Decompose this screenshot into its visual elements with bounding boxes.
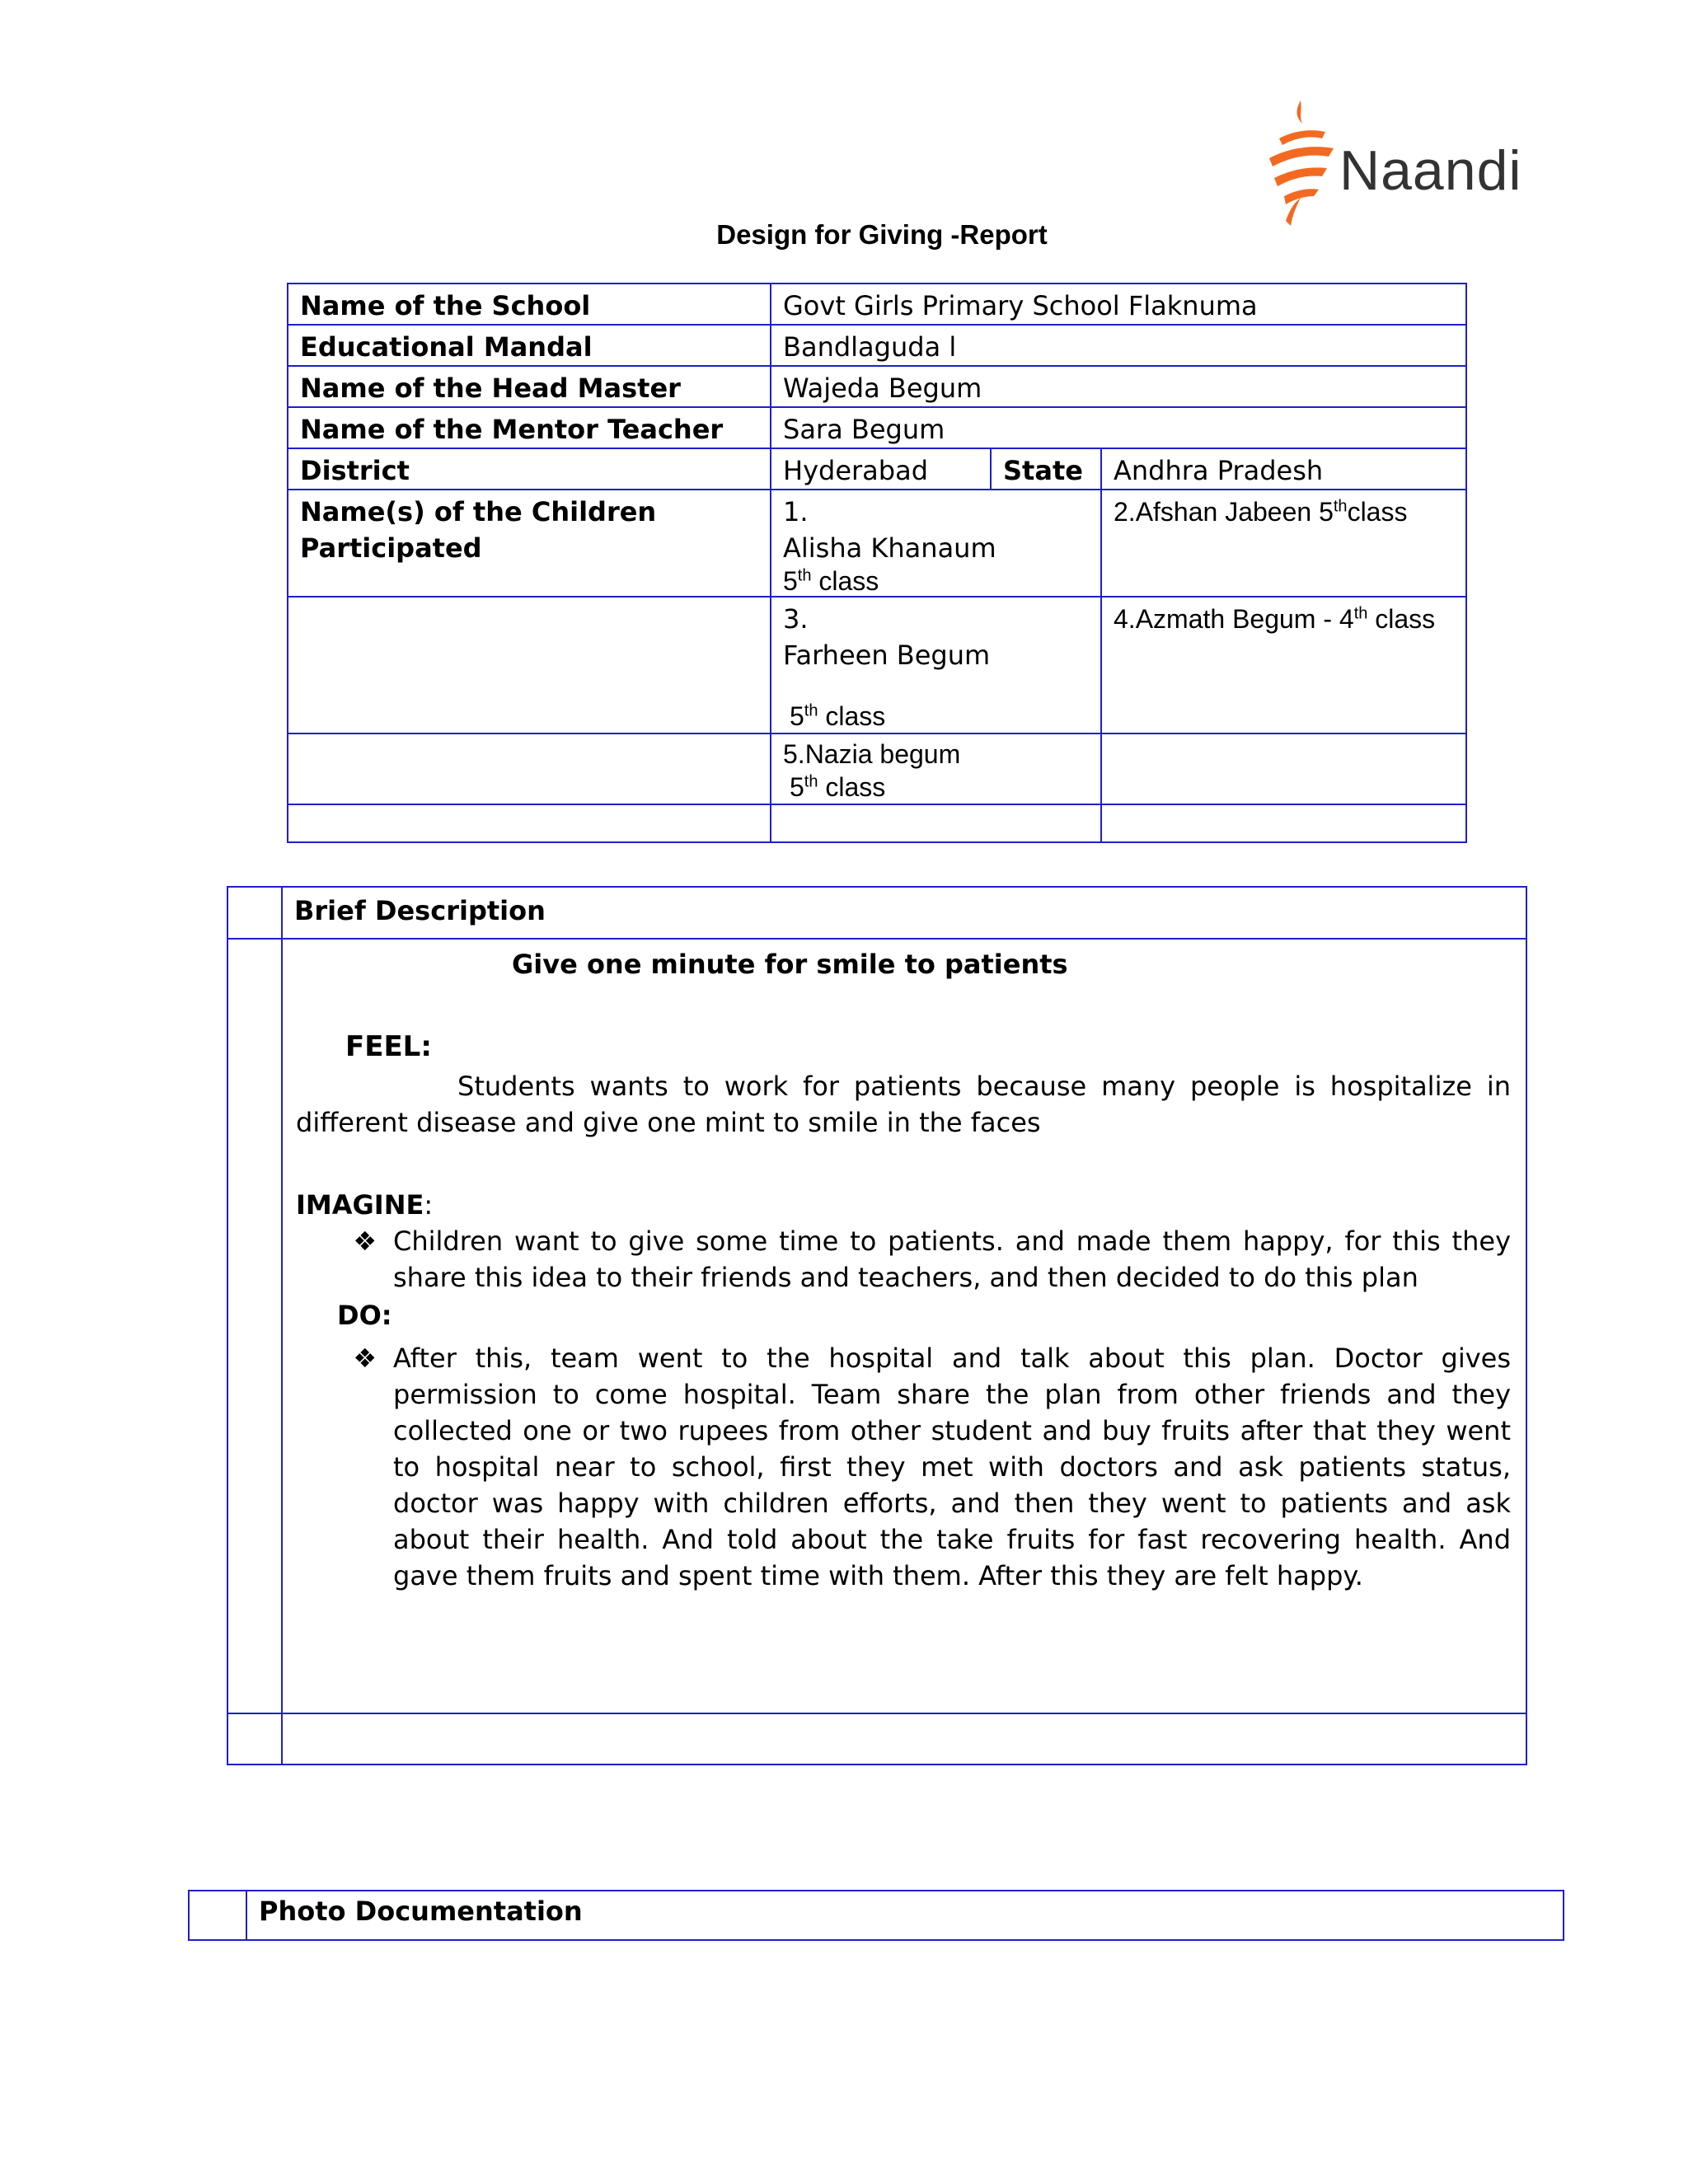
mentor-value: Sara Begum (771, 407, 1466, 448)
headmaster-value: Wajeda Begum (771, 366, 1466, 407)
child-1-class: 5th class (783, 566, 879, 596)
do-text: After this, team went to the hospital and talk about this plan. Doctor gives permission to come hospital. Team share the plan from other friends and they collected one or two rupees from other student and buy fruits after that they went to hospital near to school, first they met with doctors and ask patients status, doctor was happy with children efforts, and then they went to patients and ask about their health. And told about the take fruits for fast recovering health. And gave them fruits and spent time with them. After this they are felt happy. (393, 1343, 1511, 1591)
state-label: State (991, 448, 1101, 490)
empty-cell (282, 1713, 1526, 1765)
child-1-name: Alisha Khanaum (783, 532, 996, 564)
table-row (288, 325, 1466, 366)
feel-label: FEEL: (345, 1030, 432, 1063)
logo-wordmark: Naandi (1339, 139, 1522, 202)
brief-subtitle: Give one minute for smile to patients (512, 949, 1068, 980)
child-4-text: 4.Azmath Begum - 4 (1114, 604, 1354, 634)
table-row (288, 733, 1466, 804)
empty-cell (771, 804, 1101, 842)
imagine-text: Children want to give some time to patients. and made them happy, for this they share this idea to their friends and teachers, and then decided to do this plan (393, 1226, 1511, 1293)
empty-cell (288, 733, 771, 804)
empty-cell (189, 1891, 246, 1940)
table-row (288, 597, 1466, 733)
table-row (227, 939, 1526, 1713)
child-2-text: 2.Afshan Jabeen 5 (1114, 497, 1334, 527)
feel-text: Students wants to work for patients because many people is hospitalize in different disease and give one mint to smile in the faces (296, 1071, 1511, 1138)
child-5-name: 5.Nazia begum (783, 739, 961, 769)
table-row (288, 490, 1466, 597)
district-label: District (288, 448, 771, 490)
table-row (288, 366, 1466, 407)
imagine-heading: IMAGINE: (296, 1189, 434, 1221)
photo-documentation-table (188, 1890, 1564, 1941)
photo-heading: Photo Documentation (246, 1891, 1564, 1940)
child-3-cell (771, 597, 1101, 733)
child-5-cell (771, 733, 1101, 804)
imagine-label: IMAGINE (296, 1189, 424, 1221)
table-row (189, 1891, 1564, 1940)
empty-cell (227, 1713, 282, 1765)
empty-cell (288, 597, 771, 733)
report-title: Design for Giving -Report (716, 219, 1048, 250)
child-5-class: 5th class (790, 772, 886, 802)
state-value: Andhra Pradesh (1101, 448, 1466, 490)
school-info-table (287, 283, 1467, 843)
table-row (288, 284, 1466, 325)
child-2-cell: 2.Afshan Jabeen 5thclass (1101, 490, 1466, 597)
empty-cell (1101, 733, 1466, 804)
empty-cell (1101, 804, 1466, 842)
mandal-value: Bandlaguda l (771, 325, 1466, 366)
table-row (288, 448, 1466, 490)
child-4-cell: 4.Azmath Begum - 4th class (1101, 597, 1466, 733)
brief-body (282, 939, 1526, 1713)
children-label: Name(s) of the Children Participated (288, 490, 771, 597)
brief-description-table (227, 886, 1527, 1765)
child-3-class: 5th class (790, 701, 886, 731)
table-row (227, 1713, 1526, 1765)
school-label: Name of the School (288, 284, 771, 325)
naandi-flame-logo-icon (1261, 97, 1343, 229)
child-1-number: 1. (783, 496, 809, 527)
bullet-diamond-icon: ❖ (353, 1343, 377, 1374)
table-row (288, 804, 1466, 842)
brief-heading: Brief Description (282, 887, 1526, 939)
empty-cell (227, 887, 282, 939)
child-1-cell (771, 490, 1101, 597)
mentor-label: Name of the Mentor Teacher (288, 407, 771, 448)
empty-cell (227, 939, 282, 1713)
mandal-label: Educational Mandal (288, 325, 771, 366)
table-row (288, 407, 1466, 448)
school-value: Govt Girls Primary School Flaknuma (771, 284, 1466, 325)
child-3-name: Farheen Begum (783, 640, 991, 671)
naandi-logo (1261, 97, 1525, 229)
bullet-diamond-icon: ❖ (353, 1226, 377, 1257)
do-label: DO: (337, 1300, 392, 1331)
empty-cell (288, 804, 771, 842)
do-list-item (296, 1340, 1511, 1594)
district-value: Hyderabad (771, 448, 991, 490)
child-3-number: 3. (783, 603, 809, 635)
imagine-list-item (296, 1223, 1511, 1296)
headmaster-label: Name of the Head Master (288, 366, 771, 407)
table-row (227, 887, 1526, 939)
